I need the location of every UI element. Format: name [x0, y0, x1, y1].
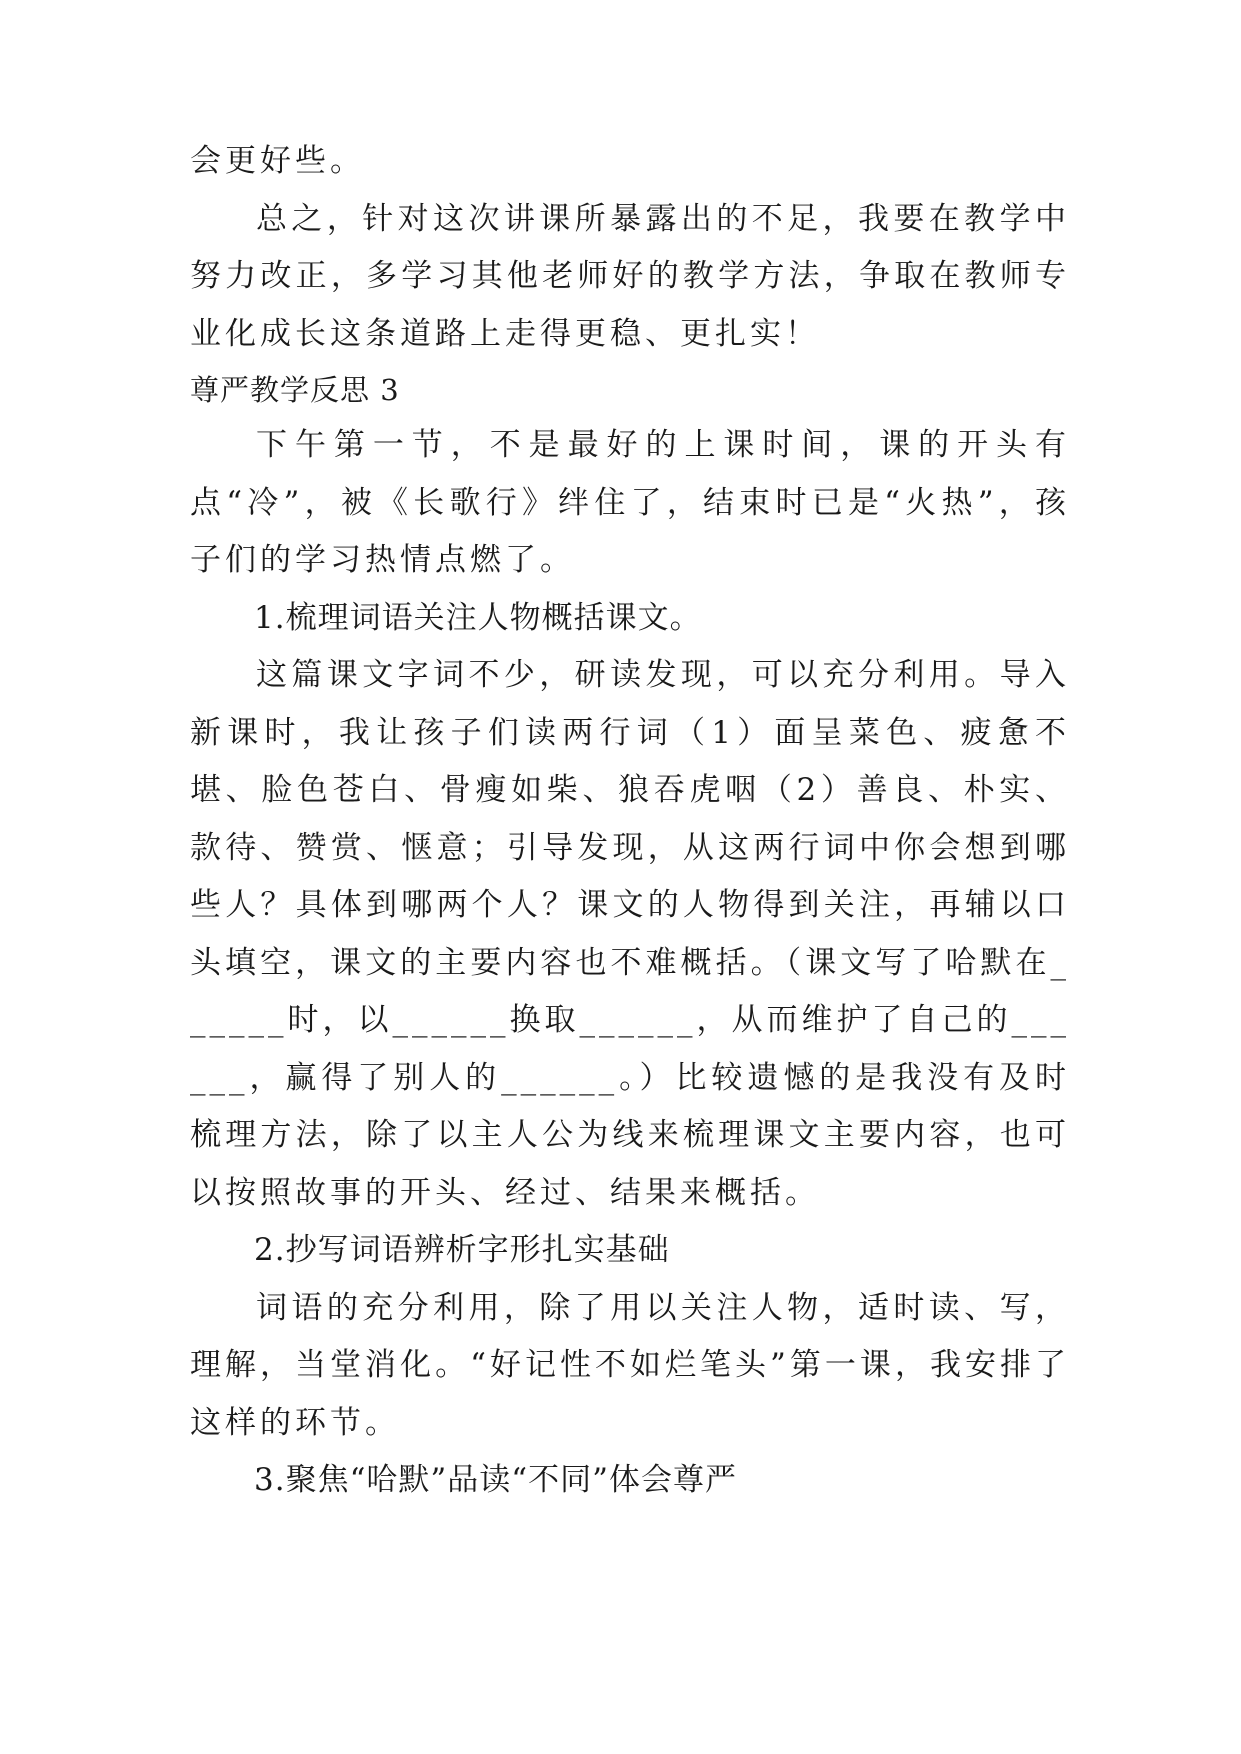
paragraph-intro: 下午第一节，不是最好的上课时间，课的开头有点“冷”，被《长歌行》绊住了，结束时已是“火热”，孩子们的学习热情点燃了。 [190, 427, 1070, 578]
paragraph-conclusion: 总之，针对这次讲课所暴露出的不足，我要在教学中努力改正，多学习其他老师好的教学方法，争取在教师专业化成长这条道路上走得更稳、更扎实！ [190, 200, 1070, 352]
paragraph-item-1: 这篇课文字词不少，研读发现，可以充分利用。导入新课时，我让孩子们读两行词（1）面呈菜色、疲惫不堪、脸色苍白、骨瘦如柴、狼吞虎咽（2）善良、朴实、款待、赞赏、惬意；引导发现，从这两行词中你会想到哪些人？具体到哪两个人？课文的人物得到关注，再辅以口头填空，课文的主要内容也不难概括。（课文写了哈默在______时，以______换取______，从而维护了自己的______，赢得了别人的______。）比较遗憾的是我没有及时梳理方法，除了以主人公为线来梳理课文主要内容，也可以按照故事的开头、经过、结果来概括。 [190, 657, 1070, 1211]
list-item-2: 2.抄写词语辨析字形扎实基础 [254, 1232, 670, 1268]
list-item-3: 3.聚焦“哈默”品读“不同”体会尊严 [254, 1462, 737, 1498]
document-body [190, 133, 1070, 1510]
paragraph-item-2: 词语的充分利用，除了用以关注人物，适时读、写，理解，当堂消化。“好记性不如烂笔头”第一课，我安排了这样的环节。 [190, 1289, 1070, 1441]
section-heading: 尊严教学反思 3 [190, 373, 400, 407]
list-item-1: 1.梳理词语关注人物概括课文。 [254, 599, 702, 636]
paragraph-continuation: 会更好些。 [190, 143, 365, 179]
